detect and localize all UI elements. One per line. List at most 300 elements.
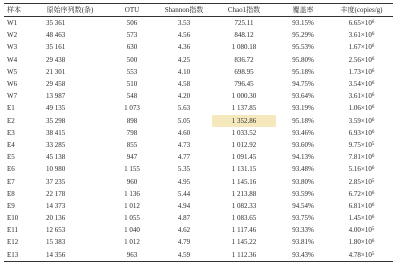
cell-text: 1 136 bbox=[124, 189, 140, 198]
abundance-base: 4.00×10 bbox=[348, 226, 372, 235]
abundance-exponent: 6 bbox=[371, 56, 375, 62]
table-cell bbox=[212, 200, 276, 212]
table-cell bbox=[4, 188, 32, 200]
header-abundance: 丰度(copies/g) bbox=[340, 6, 383, 14]
abundance-base: 2.85×10 bbox=[348, 177, 372, 186]
cell-text: 93.75% bbox=[292, 214, 314, 223]
abundance-base: 1.45×10 bbox=[348, 214, 372, 223]
cell-text: 95.18% bbox=[292, 116, 314, 125]
cell-text: E7 bbox=[7, 177, 15, 186]
cell-text: 1 012.92 bbox=[231, 140, 257, 149]
table-cell bbox=[4, 236, 32, 248]
table-row bbox=[4, 115, 393, 127]
table-cell bbox=[4, 151, 32, 163]
cell-text: 1 080.18 bbox=[231, 43, 257, 52]
table-cell bbox=[212, 78, 276, 90]
table-cell bbox=[32, 175, 108, 187]
table-cell bbox=[212, 163, 276, 175]
cell-text: 94.75% bbox=[292, 80, 314, 89]
table-cell bbox=[4, 224, 32, 236]
table-cell bbox=[156, 236, 212, 248]
table-cell bbox=[212, 249, 276, 262]
header-coverage: 覆盖率 bbox=[292, 6, 314, 14]
cell-text: 3.53 bbox=[177, 19, 191, 28]
abundance-cell bbox=[330, 115, 393, 127]
table-cell bbox=[156, 175, 212, 187]
table-cell bbox=[32, 212, 108, 224]
table-cell bbox=[32, 224, 108, 236]
table-cell bbox=[212, 236, 276, 248]
table-cell bbox=[212, 139, 276, 151]
table-cell bbox=[156, 54, 212, 66]
cell-text: 49 135 bbox=[46, 104, 66, 113]
table-row bbox=[4, 224, 393, 236]
table-cell bbox=[156, 127, 212, 139]
cell-text: 1 117.46 bbox=[231, 226, 257, 235]
header-raw-seqs: 原始序列数(条) bbox=[46, 6, 94, 14]
abundance-exponent: 6 bbox=[371, 20, 375, 26]
abundance-base: 6.65×10 bbox=[348, 19, 372, 28]
abundance-cell bbox=[330, 17, 393, 30]
cell-text: 1 112.36 bbox=[231, 250, 257, 259]
header-sample: 样本 bbox=[7, 6, 21, 14]
cell-text: 95.53% bbox=[292, 43, 314, 52]
table-cell bbox=[156, 212, 212, 224]
table-cell bbox=[108, 249, 156, 262]
header-shannon: Shannon指数 bbox=[164, 6, 204, 14]
cell-text: W4 bbox=[7, 55, 18, 64]
cell-text: 1 040 bbox=[124, 226, 140, 235]
cell-text: 1 091.45 bbox=[231, 153, 257, 162]
abundance-base: 3.61×10 bbox=[348, 92, 372, 101]
table-cell bbox=[276, 224, 330, 236]
cell-text: E9 bbox=[7, 201, 15, 210]
cell-text: E10 bbox=[7, 214, 19, 223]
cell-text: 93.48% bbox=[292, 165, 314, 174]
cell-text: E12 bbox=[7, 238, 19, 247]
abundance-base: 1.80×10 bbox=[348, 238, 372, 247]
abundance-cell bbox=[330, 224, 393, 236]
table-cell bbox=[156, 139, 212, 151]
cell-text: 15 383 bbox=[46, 238, 66, 247]
abundance-base: 1.67×10 bbox=[348, 43, 372, 52]
table-cell bbox=[108, 188, 156, 200]
table-cell bbox=[156, 78, 212, 90]
table-cell bbox=[108, 29, 156, 41]
table-cell bbox=[276, 54, 330, 66]
cell-text: 93.46% bbox=[292, 128, 314, 137]
table-row bbox=[4, 175, 393, 187]
table-cell bbox=[32, 102, 108, 114]
cell-text: 94.54% bbox=[292, 201, 314, 210]
table-cell bbox=[156, 163, 212, 175]
table-cell bbox=[156, 29, 212, 41]
table-cell bbox=[32, 41, 108, 53]
table-row bbox=[4, 212, 393, 224]
table-cell bbox=[212, 151, 276, 163]
abundance-cell bbox=[330, 236, 393, 248]
cell-text: 38 415 bbox=[46, 128, 66, 137]
table-cell bbox=[156, 90, 212, 102]
cell-text: 4.87 bbox=[177, 214, 191, 223]
abundance-base: 9.75×10 bbox=[348, 140, 372, 149]
cell-text: 855 bbox=[126, 140, 138, 149]
table-cell bbox=[276, 212, 330, 224]
cell-text: 48 463 bbox=[46, 31, 66, 40]
cell-text: 1 055 bbox=[124, 214, 140, 223]
cell-text: E4 bbox=[7, 140, 15, 149]
table-cell bbox=[32, 127, 108, 139]
table-cell bbox=[4, 78, 32, 90]
cell-text: 506 bbox=[126, 19, 138, 28]
cell-text: 93.19% bbox=[292, 104, 314, 113]
table-cell bbox=[4, 41, 32, 53]
cell-text: 45 138 bbox=[46, 153, 66, 162]
cell-text: 630 bbox=[126, 43, 138, 52]
table-row bbox=[4, 139, 393, 151]
cell-text: 848.12 bbox=[234, 31, 254, 40]
abundance-cell bbox=[330, 29, 393, 41]
cell-text: 1 012 bbox=[124, 201, 140, 210]
abundance-base: 2.56×10 bbox=[348, 55, 372, 64]
cell-text: W3 bbox=[7, 43, 18, 52]
table-cell bbox=[276, 188, 330, 200]
abundance-exponent: 5 bbox=[371, 227, 375, 233]
table-row bbox=[4, 200, 393, 212]
table-cell bbox=[108, 66, 156, 78]
table-cell bbox=[32, 188, 108, 200]
cell-text: E6 bbox=[7, 165, 15, 174]
table-cell bbox=[212, 102, 276, 114]
table-cell bbox=[276, 200, 330, 212]
cell-text: 4.20 bbox=[177, 92, 191, 101]
cell-text: 4.73 bbox=[177, 140, 191, 149]
cell-text: 95.80% bbox=[292, 55, 314, 64]
table-cell bbox=[32, 163, 108, 175]
abundance-exponent: 6 bbox=[371, 93, 375, 99]
table-cell bbox=[156, 115, 212, 127]
table-cell bbox=[32, 90, 108, 102]
cell-text: 573 bbox=[126, 31, 138, 40]
table-row bbox=[4, 151, 393, 163]
abundance-cell bbox=[330, 188, 393, 200]
cell-text: 4.59 bbox=[177, 250, 191, 259]
abundance-base: 7.81×10 bbox=[348, 153, 372, 162]
cell-text: 4.79 bbox=[177, 238, 191, 247]
table-cell bbox=[276, 78, 330, 90]
abundance-base: 6.93×10 bbox=[348, 128, 372, 137]
data-table bbox=[4, 3, 393, 262]
table-cell bbox=[108, 200, 156, 212]
table-cell bbox=[156, 66, 212, 78]
table-row bbox=[4, 236, 393, 248]
abundance-cell bbox=[330, 127, 393, 139]
cell-text: 5.05 bbox=[177, 116, 191, 125]
table-cell bbox=[4, 163, 32, 175]
cell-text: 960 bbox=[126, 177, 138, 186]
cell-text: 1 083.65 bbox=[231, 214, 257, 223]
abundance-cell bbox=[330, 212, 393, 224]
table-cell bbox=[156, 102, 212, 114]
table-cell bbox=[276, 41, 330, 53]
cell-text: 22 178 bbox=[46, 189, 66, 198]
abundance-cell bbox=[330, 163, 393, 175]
abundance-exponent: 6 bbox=[371, 81, 375, 87]
cell-text: 33 285 bbox=[46, 140, 66, 149]
table-cell bbox=[212, 115, 276, 127]
cell-text: 93.59% bbox=[292, 189, 314, 198]
cell-text: 1 137.85 bbox=[231, 104, 257, 113]
abundance-exponent: 6 bbox=[371, 190, 375, 196]
table-cell bbox=[32, 151, 108, 163]
table-cell bbox=[276, 102, 330, 114]
table-cell bbox=[156, 224, 212, 236]
cell-text: 1 012 bbox=[124, 238, 140, 247]
table-row bbox=[4, 29, 393, 41]
cell-text: 898 bbox=[126, 116, 138, 125]
cell-text: 20 136 bbox=[46, 214, 66, 223]
table-cell bbox=[212, 212, 276, 224]
table-cell bbox=[156, 188, 212, 200]
cell-text: 35 161 bbox=[46, 43, 66, 52]
table-cell bbox=[156, 17, 212, 30]
abundance-cell bbox=[330, 249, 393, 262]
cell-text: E13 bbox=[7, 250, 19, 259]
cell-text: 37 235 bbox=[46, 177, 66, 186]
table-cell bbox=[108, 224, 156, 236]
cell-text: 21 301 bbox=[46, 67, 66, 76]
table-row bbox=[4, 249, 393, 262]
cell-text: 93.15% bbox=[292, 19, 314, 28]
abundance-cell bbox=[330, 139, 393, 151]
cell-text: 4.77 bbox=[177, 153, 191, 162]
abundance-cell bbox=[330, 54, 393, 66]
abundance-exponent: 6 bbox=[371, 32, 375, 38]
table-cell bbox=[212, 66, 276, 78]
table-row bbox=[4, 127, 393, 139]
table-cell bbox=[32, 17, 108, 30]
table-cell bbox=[32, 54, 108, 66]
abundance-base: 3.61×10 bbox=[348, 31, 372, 40]
abundance-exponent: 6 bbox=[371, 202, 375, 208]
table-cell bbox=[4, 200, 32, 212]
abundance-exponent: 5 bbox=[371, 251, 375, 257]
cell-text: 1 082.33 bbox=[231, 201, 257, 210]
table-cell bbox=[4, 249, 32, 262]
cell-text: 1 073 bbox=[124, 104, 140, 113]
table-row bbox=[4, 90, 393, 102]
table-cell bbox=[4, 29, 32, 41]
table-cell bbox=[4, 175, 32, 187]
table-cell bbox=[212, 54, 276, 66]
cell-text: 95.29% bbox=[292, 31, 314, 40]
cell-text: 4.10 bbox=[177, 67, 191, 76]
table-cell bbox=[276, 249, 330, 262]
abundance-base: 3.54×10 bbox=[348, 80, 372, 89]
abundance-exponent: 6 bbox=[371, 44, 375, 50]
table-cell bbox=[32, 29, 108, 41]
cell-text: E1 bbox=[7, 104, 15, 113]
table-cell bbox=[108, 78, 156, 90]
abundance-exponent: 6 bbox=[371, 154, 375, 160]
table-cell bbox=[4, 54, 32, 66]
abundance-base: 1.06×10 bbox=[348, 104, 372, 113]
abundance-exponent: 6 bbox=[371, 117, 375, 123]
cell-text: 12 653 bbox=[46, 226, 66, 235]
table-cell bbox=[212, 17, 276, 30]
table-row bbox=[4, 188, 393, 200]
table-cell bbox=[212, 188, 276, 200]
cell-text: 798 bbox=[126, 128, 138, 137]
abundance-cell bbox=[330, 151, 393, 163]
table-cell bbox=[212, 90, 276, 102]
cell-text: 10 980 bbox=[46, 165, 66, 174]
table-cell bbox=[276, 236, 330, 248]
header-chao1: Chao1指数 bbox=[227, 6, 261, 14]
table-cell bbox=[276, 17, 330, 30]
cell-text: 5.63 bbox=[177, 104, 191, 113]
cell-text: 548 bbox=[126, 92, 138, 101]
abundance-cell bbox=[330, 41, 393, 53]
table-cell bbox=[108, 102, 156, 114]
cell-text: 35 361 bbox=[46, 19, 66, 28]
abundance-cell bbox=[330, 102, 393, 114]
abundance-cell bbox=[330, 175, 393, 187]
table-cell bbox=[212, 41, 276, 53]
cell-text: 1 000.30 bbox=[231, 92, 257, 101]
table-cell bbox=[156, 151, 212, 163]
abundance-exponent: 6 bbox=[371, 215, 375, 221]
table-cell bbox=[156, 41, 212, 53]
cell-text: 947 bbox=[126, 153, 138, 162]
table-cell bbox=[276, 115, 330, 127]
table-cell bbox=[108, 236, 156, 248]
table-cell bbox=[4, 66, 32, 78]
cell-text: E3 bbox=[7, 128, 15, 137]
table-cell bbox=[276, 175, 330, 187]
table-row bbox=[4, 102, 393, 114]
cell-text: 4.36 bbox=[177, 43, 191, 52]
cell-text: 1 213.88 bbox=[231, 189, 257, 198]
cell-text: 796.45 bbox=[234, 80, 254, 89]
cell-text: 1 145.16 bbox=[231, 177, 257, 186]
cell-text: 4.58 bbox=[177, 80, 191, 89]
cell-text: 1 145.22 bbox=[231, 238, 257, 247]
table-cell bbox=[276, 90, 330, 102]
cell-text: W7 bbox=[7, 92, 18, 101]
cell-text: 13 987 bbox=[46, 92, 66, 101]
abundance-exponent: 5 bbox=[371, 141, 375, 147]
cell-text: 29 458 bbox=[46, 80, 66, 89]
cell-text: 4.94 bbox=[177, 201, 191, 210]
table-cell bbox=[4, 102, 32, 114]
table-cell bbox=[156, 200, 212, 212]
table-row bbox=[4, 17, 393, 30]
cell-text: W2 bbox=[7, 31, 18, 40]
cell-text: 29 438 bbox=[46, 55, 66, 64]
header-otu: OTU bbox=[124, 6, 140, 14]
table-cell bbox=[108, 163, 156, 175]
table-cell bbox=[32, 115, 108, 127]
table-cell bbox=[212, 127, 276, 139]
abundance-exponent: 6 bbox=[371, 239, 375, 245]
cell-text: 963 bbox=[126, 250, 138, 259]
table-cell bbox=[108, 41, 156, 53]
cell-text: 836.72 bbox=[234, 55, 254, 64]
table-row bbox=[4, 163, 393, 175]
cell-text: E5 bbox=[7, 153, 15, 162]
cell-text: E11 bbox=[7, 226, 19, 235]
table-cell bbox=[4, 139, 32, 151]
table-cell bbox=[108, 115, 156, 127]
cell-text: 93.64% bbox=[292, 92, 314, 101]
table-cell bbox=[32, 139, 108, 151]
abundance-cell bbox=[330, 90, 393, 102]
table-cell bbox=[108, 175, 156, 187]
cell-text: 93.33% bbox=[292, 226, 314, 235]
cell-text: 93.43% bbox=[292, 250, 314, 259]
header-row bbox=[4, 4, 393, 17]
table-cell bbox=[108, 127, 156, 139]
table-row bbox=[4, 78, 393, 90]
cell-text: 510 bbox=[126, 80, 138, 89]
cell-text: 1 155 bbox=[124, 165, 140, 174]
cell-text: 5.35 bbox=[177, 165, 191, 174]
cell-text: W6 bbox=[7, 80, 18, 89]
table-body bbox=[4, 17, 393, 262]
abundance-base: 6.72×10 bbox=[348, 189, 372, 198]
table-cell bbox=[108, 54, 156, 66]
cell-text: 5.44 bbox=[177, 189, 191, 198]
cell-text: 1 033.52 bbox=[231, 128, 257, 137]
table-cell bbox=[32, 236, 108, 248]
cell-text: 4.62 bbox=[177, 226, 191, 235]
table-cell bbox=[108, 212, 156, 224]
cell-text: 94.13% bbox=[292, 153, 314, 162]
abundance-base: 4.78×10 bbox=[348, 250, 372, 259]
abundance-base: 5.16×10 bbox=[348, 165, 372, 174]
table-cell bbox=[212, 224, 276, 236]
table-cell bbox=[156, 249, 212, 262]
cell-text: 1 352.86 bbox=[231, 116, 257, 125]
cell-text: 725.11 bbox=[234, 19, 254, 28]
cell-text: 35 298 bbox=[46, 116, 66, 125]
cell-text: 500 bbox=[126, 55, 138, 64]
cell-text: E2 bbox=[7, 116, 15, 125]
table-row bbox=[4, 66, 393, 78]
table-cell bbox=[276, 29, 330, 41]
cell-text: 698.95 bbox=[234, 67, 254, 76]
table-cell bbox=[276, 151, 330, 163]
cell-text: 93.60% bbox=[292, 140, 314, 149]
cell-text: 553 bbox=[126, 67, 138, 76]
cell-text: 4.56 bbox=[177, 31, 191, 40]
cell-text: 1 131.15 bbox=[231, 165, 257, 174]
table-cell bbox=[4, 127, 32, 139]
cell-text: 14 373 bbox=[46, 201, 66, 210]
abundance-exponent: 6 bbox=[371, 68, 375, 74]
abundance-base: 3.59×10 bbox=[348, 116, 372, 125]
table-cell bbox=[4, 212, 32, 224]
table-cell bbox=[276, 127, 330, 139]
table-cell bbox=[276, 139, 330, 151]
abundance-base: 1.73×10 bbox=[348, 67, 372, 76]
cell-text: 95.18% bbox=[292, 67, 314, 76]
table-cell bbox=[4, 17, 32, 30]
abundance-base: 6.81×10 bbox=[348, 201, 372, 210]
table-cell bbox=[108, 17, 156, 30]
table-row bbox=[4, 54, 393, 66]
